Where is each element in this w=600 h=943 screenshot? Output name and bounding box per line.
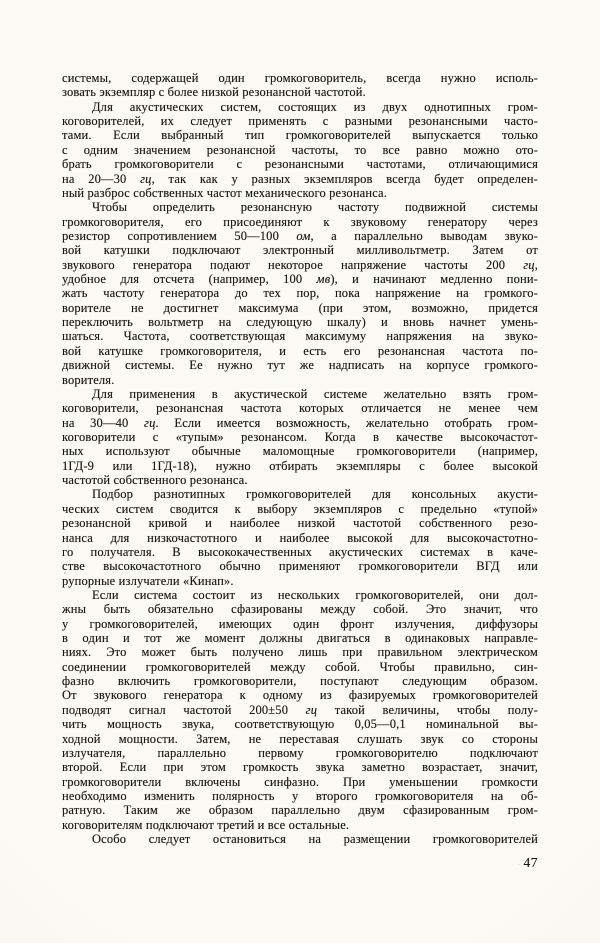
text-line (62, 545, 538, 559)
unit-abbrev-italic: гц (523, 257, 535, 272)
text-run: ), и начинают медленно пони- (330, 272, 538, 287)
text-line (62, 717, 538, 731)
text-line (62, 617, 538, 631)
text-run: системы, содержащей один громкоговоритель, всегда нужно исполь- (62, 71, 538, 85)
text-line (62, 502, 538, 516)
text-run: излучателя, параллельно первому громкоговорителю подключают (62, 745, 538, 760)
text-line (62, 172, 538, 186)
text-run: ческих систем сводится к выбору экземпляров с предельно «тупой» (62, 501, 538, 516)
text-line (62, 329, 538, 343)
text-run: шаться. Частота, соответствующая максимуму напряжения на звуко- (62, 329, 538, 344)
text-run: вой катушки подключают электронный милливольтметр. Затем от (62, 243, 538, 258)
scan-speck (518, 864, 520, 865)
text-line (62, 487, 538, 501)
text-line (62, 157, 538, 171)
text-run: на 30—40 (62, 415, 145, 430)
text-run: резистор сопротивлением 50—100 (62, 228, 297, 243)
text-line (62, 574, 538, 588)
text-line (62, 789, 538, 803)
unit-abbrev-italic: ом (296, 228, 311, 243)
text-run: необходимо изменить полярность у второго громкоговорителя на об- (62, 788, 538, 803)
text-line (62, 459, 538, 473)
text-line (62, 258, 538, 272)
text-run: , а параллельно выводам звуко- (310, 228, 538, 243)
text-run: го получателя. В высококачественных акустических системах в каче- (62, 544, 538, 559)
text-line (62, 100, 538, 114)
text-line (62, 803, 538, 817)
text-line (62, 243, 538, 257)
text-run: удобное для отсчета (например, 100 (62, 272, 317, 287)
text-run: подводят сигнал частотой 200±50 (62, 702, 306, 717)
text-run: переключить вольтметр на следующую шкалу) и вновь начнет умень- (62, 315, 538, 330)
text-line (62, 631, 538, 645)
text-line (62, 660, 538, 674)
text-line (62, 674, 538, 688)
text-block (62, 71, 538, 846)
text-line (62, 186, 538, 200)
text-line (62, 344, 538, 358)
text-run: нанса для низкочастотного и наиболее высокой для высокочастотно- (62, 530, 538, 545)
text-run: коговорителям подключают третий и все остальные. (62, 817, 350, 832)
text-run: такой величины, чтобы полу- (317, 702, 538, 717)
unit-abbrev-italic: гц (140, 171, 152, 186)
text-run: фазно включить громкоговорители, поступают следующим образом. (62, 674, 538, 689)
text-line (62, 315, 538, 329)
text-run: громкоговорителя, его присоединяют к звуковому генератору через (62, 214, 538, 229)
text-line (62, 114, 538, 128)
text-run: Для акустических систем, состоящих из двух однотипных гром- (92, 99, 538, 114)
text-line (62, 416, 538, 430)
paragraph (62, 71, 538, 100)
text-line (62, 286, 538, 300)
text-run: на 20—30 (62, 171, 141, 186)
text-run: стве высокочастотного обычно применяют громкоговорители ВГД или (62, 559, 538, 574)
text-run: Особо следует остановиться на размещении громкоговорителей (92, 832, 538, 847)
text-line (62, 688, 538, 702)
text-line (62, 516, 538, 530)
paragraph (62, 588, 538, 832)
text-run: коговорителей, их следует применять с разными резонансными часто- (62, 114, 538, 129)
text-run: Для применения в акустической системе желательно взять гром- (92, 386, 538, 401)
text-line (62, 645, 538, 659)
text-run: ворителе не достигнет максимума (при этом, возможно, придется (62, 300, 538, 315)
text-line (62, 143, 538, 157)
text-run: ворителя. (62, 372, 115, 387)
text-line (62, 272, 538, 286)
text-line (62, 588, 538, 602)
scan-speck (64, 572, 66, 574)
text-line (62, 703, 538, 717)
text-line (62, 358, 538, 372)
text-run: чить мощность звука, соответствующую 0,05—0,1 номинальной вы- (62, 717, 538, 732)
text-run: Чтобы определить резонансную частоту подвижной системы (92, 200, 538, 215)
text-line (62, 71, 538, 85)
paragraph (62, 200, 538, 387)
text-line (62, 818, 538, 832)
text-run: Подбор разнотипных громкоговорителей для консольных акусти- (92, 487, 538, 502)
text-run: ниях. Это может быть получено лишь при правильном электрическом (62, 645, 538, 660)
text-line (62, 732, 538, 746)
unit-abbrev-italic: мв (316, 272, 331, 287)
text-line (62, 373, 538, 387)
text-run: брать громкоговорители с резонансными частотами, отличающимися (62, 157, 538, 172)
paragraph (62, 387, 538, 488)
text-line (62, 215, 538, 229)
text-run: громкоговорители включены синфазно. При уменьшении громкости (62, 774, 538, 789)
text-line (62, 531, 538, 545)
text-line (62, 128, 538, 142)
text-run: тами. Если выбранный тип громкоговорителей выпускается только (62, 128, 538, 143)
text-run: у громкоговорителей, имеющих один фронт излучения, диффузоры (62, 616, 538, 631)
text-run: жать частоту генератора до тех пор, пока напряжение на громкого- (62, 286, 538, 301)
text-run: движной системы. Ее нужно тут же надписать на корпусе громкого- (62, 358, 538, 373)
text-line (62, 473, 538, 487)
text-line (62, 85, 538, 99)
text-run: зовать экземпляр с более низкой резонансной частотой. (62, 85, 366, 100)
text-line (62, 602, 538, 616)
text-run: ных используют обычные маломощные громкоговорители (например, (62, 444, 538, 459)
text-line (62, 387, 538, 401)
unit-abbrev-italic: гц (144, 415, 156, 430)
text-run: От звукового генератора к одному из фазируемых громкоговорителей (62, 688, 538, 703)
text-run: в один и тот же момент должны двигаться в одинаковых направле- (62, 631, 538, 646)
text-run: коговорители, резонансная частота которых отличается не менее чем (62, 401, 538, 416)
text-line (62, 832, 538, 846)
text-line (62, 760, 538, 774)
text-line (62, 229, 538, 243)
text-run: ратную. Таким же образом параллельно двум сфазированным гром- (62, 803, 538, 818)
text-run: рупорные излучатели «Кинап». (62, 573, 234, 588)
text-run: второй. Если при этом громкость звука заметно возрастает, значит, (62, 760, 538, 775)
text-run: , так как у разных экземпляров всегда будет определен- (151, 171, 538, 186)
text-run: коговорители с «тупым» резонансом. Когда в качестве высокочастот- (62, 429, 538, 444)
text-run: вой катушке громкоговорителя, и есть его резонансная частота по- (62, 343, 538, 358)
text-line (62, 401, 538, 415)
text-run: резонансной кривой и наиболее низкой частотой собственного резо- (62, 516, 538, 531)
text-run: . Если имеется возможность, желательно отобрать гром- (155, 415, 538, 430)
paragraph (62, 832, 538, 846)
text-run: соединении громкоговорителей между собой. Чтобы правильно, син- (62, 659, 538, 674)
text-line (62, 430, 538, 444)
text-line (62, 559, 538, 573)
text-line (62, 775, 538, 789)
text-run: частотой собственного резонанса. (62, 473, 248, 488)
text-run: ный разброс собственных частот механического резонанса. (62, 185, 388, 200)
text-run: звукового генератора подают некоторое напряжение частоты 200 (62, 257, 524, 272)
unit-abbrev-italic: гц (305, 702, 318, 717)
page-number: 47 (523, 855, 538, 870)
text-line (62, 746, 538, 760)
text-run: Если система состоит из нескольких громкоговорителей, они дол- (92, 587, 538, 602)
text-run: с одним значением резонансной частоты, то все равно можно ото- (62, 142, 538, 157)
text-run: ходной мощности. Затем, не переставая слушать звук со стороны (62, 731, 538, 746)
text-run: жны быть обязательно сфазированы между собой. Это значит, что (62, 602, 538, 617)
paragraph (62, 487, 538, 588)
text-line (62, 301, 538, 315)
text-run: , (534, 257, 538, 272)
text-line (62, 200, 538, 214)
paragraph (62, 100, 538, 201)
text-run: 1ГД-9 или 1ГД-18), нужно отбирать экземпляры с более высокой (62, 458, 538, 473)
text-line (62, 444, 538, 458)
